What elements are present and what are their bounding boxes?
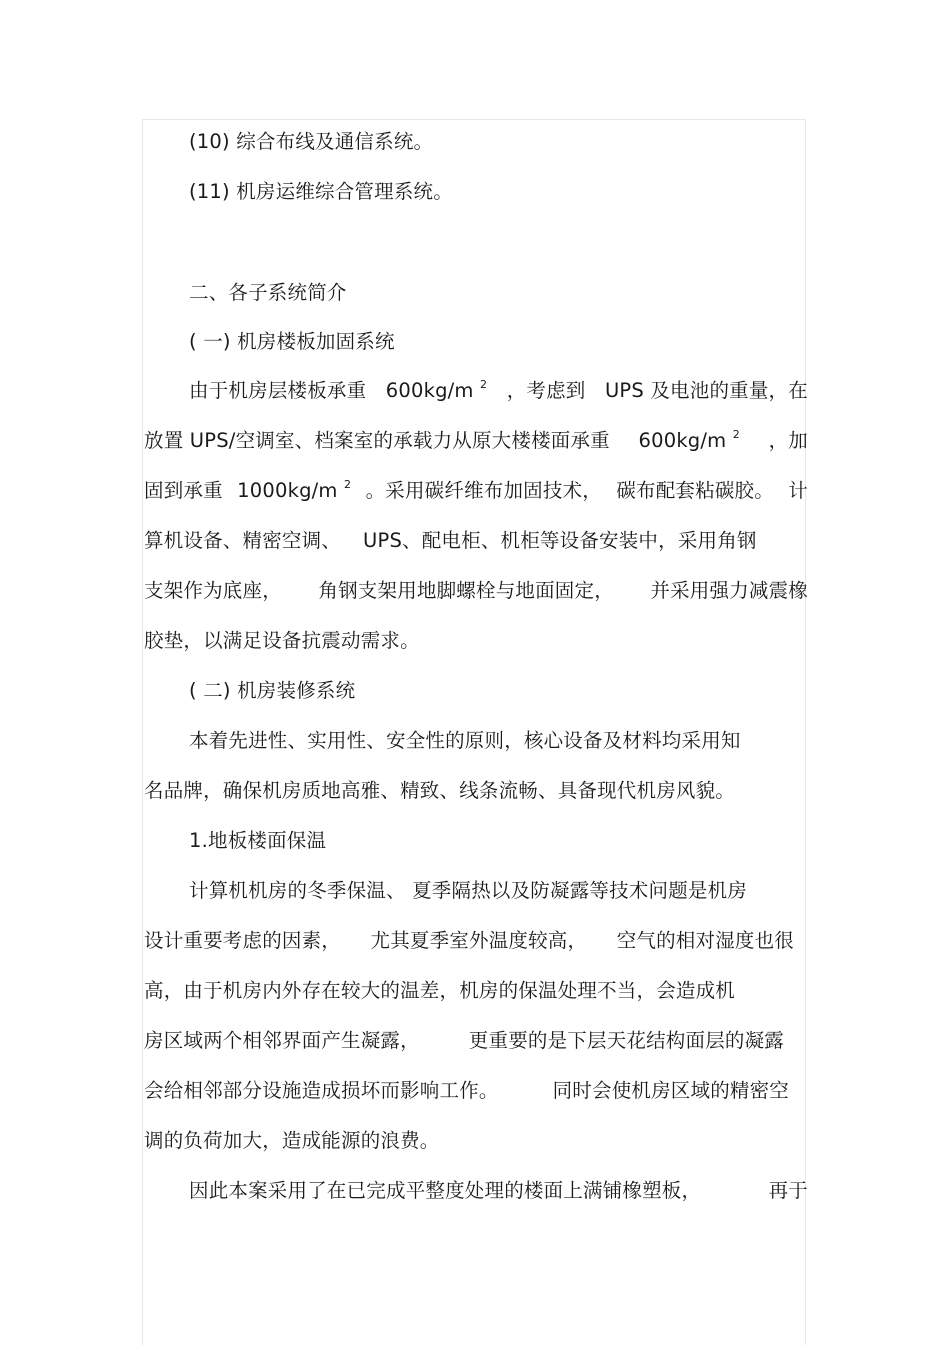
text-segment: 由于机房层楼板承重 bbox=[189, 379, 367, 402]
text-segment: 并采用强力减震橡 bbox=[650, 579, 808, 602]
list-item-10: (10) 综合布线及通信系统。 bbox=[189, 130, 434, 153]
text-segment: 空气的相对湿度也很 bbox=[616, 929, 794, 952]
text-segment: 600kg/m $^2$ bbox=[385, 378, 488, 402]
paragraph-line bbox=[144, 1028, 784, 1054]
text-segment: 角钢支架用地脚螺栓与地面固定， bbox=[318, 579, 614, 602]
text-segment: 会给相邻部分设施造成损坏而影响工作。 bbox=[144, 1079, 499, 1102]
text-segment: 计 bbox=[788, 479, 808, 502]
paragraph-line bbox=[144, 1078, 789, 1104]
text-segment: 同时会使机房区域的精密空 bbox=[552, 1079, 789, 1102]
section-heading: 二、各子系统简介 bbox=[189, 281, 347, 304]
paragraph-line bbox=[144, 928, 794, 954]
paragraph-line: 计算机机房的冬季保温、 夏季隔热以及防凝露等技术问题是机房 bbox=[189, 879, 747, 902]
paragraph-line bbox=[144, 478, 808, 504]
text-segment: 再于 bbox=[768, 1179, 808, 1202]
subsection-heading-2: ( 二) 机房装修系统 bbox=[189, 679, 356, 702]
paragraph-line: 胶垫，以满足设备抗震动需求。 bbox=[144, 629, 420, 652]
paragraph-line bbox=[144, 528, 784, 554]
text-segment: 更重要的是下层天花结构面层的凝露 bbox=[468, 1029, 784, 1052]
text-segment: 房区域两个相邻界面产生凝露， bbox=[144, 1029, 420, 1052]
list-item-11: (11) 机房运维综合管理系统。 bbox=[189, 180, 453, 203]
paragraph-line bbox=[144, 428, 808, 454]
text-segment: 支架作为底座， bbox=[144, 579, 282, 602]
text-segment: 设计重要考虑的因素， bbox=[144, 929, 342, 952]
text-segment: 算机设备、精密空调、 bbox=[144, 529, 342, 552]
paragraph-line bbox=[144, 578, 808, 604]
paragraph-line bbox=[189, 378, 808, 404]
paragraph-line: 本着先进性、实用性、安全性的原则，核心设备及材料均采用知 bbox=[189, 729, 741, 752]
text-segment: ，考虑到 bbox=[506, 379, 586, 402]
text-segment: 固到承重 bbox=[144, 479, 223, 502]
subsection-heading-1: ( 一) 机房楼板加固系统 bbox=[189, 330, 395, 353]
text-segment: 放置 UPS/空调室、档案室的承载力从原大楼楼面承重 bbox=[144, 429, 610, 452]
paragraph-line: 调的负荷加大，造成能源的浪费。 bbox=[144, 1129, 440, 1152]
text-segment: 600kg/m $^2$ bbox=[638, 428, 740, 452]
paragraph-line: 高，由于机房内外存在较大的温差，机房的保温处理不当，会造成机 bbox=[144, 979, 736, 1002]
text-segment: UPS 及电池的重量，在 bbox=[604, 379, 808, 402]
text-segment: 因此本案采用了在已完成平整度处理的楼面上满铺橡塑板， bbox=[189, 1179, 702, 1202]
paragraph-line bbox=[189, 1178, 808, 1204]
subsubsection-heading: 1.地板楼面保温 bbox=[189, 829, 327, 852]
text-segment: 碳布配套粘碳胶。 bbox=[616, 479, 774, 502]
text-segment: ，加 bbox=[768, 429, 808, 452]
text-segment: UPS、配电柜、机柜等设备安装中，采用角钢 bbox=[363, 529, 757, 552]
paragraph-line: 名品牌，确保机房质地高雅、精致、线条流畅、具备现代机房风貌。 bbox=[144, 779, 736, 802]
text-segment: 尤其夏季室外温度较高， bbox=[370, 929, 588, 952]
text-segment: 1000kg/m $^2$ bbox=[237, 478, 352, 502]
text-segment: 。采用碳纤维布加固技术， bbox=[365, 479, 602, 502]
